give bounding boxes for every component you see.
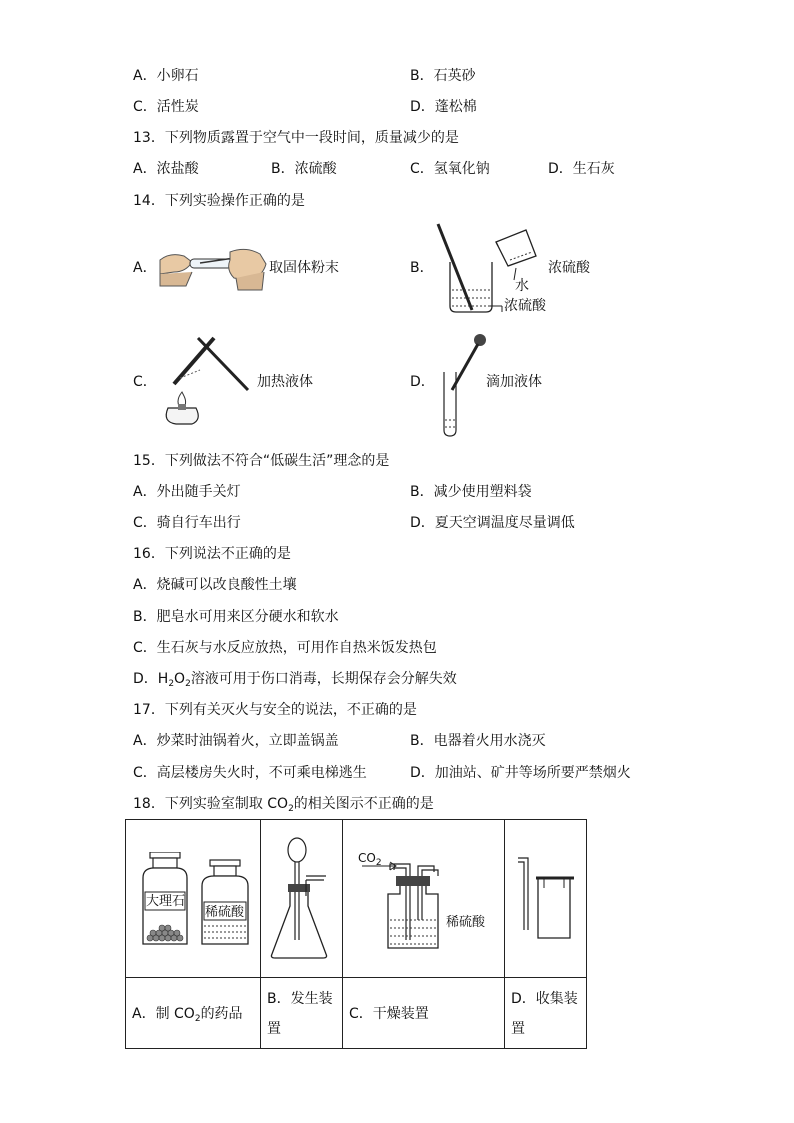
- dropping-liquid-figure: [436, 332, 492, 438]
- q13-option-c: C．氢氧化钠: [410, 161, 490, 177]
- q17-option-d: D．加油站、矿井等场所要严禁烟火: [410, 765, 631, 781]
- q12-option-c: C．活性炭: [133, 99, 199, 115]
- q13-option-d: D．生石灰: [548, 161, 615, 177]
- q14-stem: 14．下列实验操作正确的是: [133, 193, 305, 209]
- q17-option-a: A．炒菜时油锅着火，立即盖锅盖: [133, 733, 339, 749]
- collection-bottle-figure: [512, 852, 582, 944]
- q18-option-c: C．干燥装置: [349, 1006, 429, 1022]
- q12-option-d: D．蓬松棉: [410, 99, 477, 115]
- q15-option-b: B．减少使用塑料袋: [410, 484, 532, 500]
- q14-a-letter: A．: [133, 260, 157, 276]
- q16-option-a: A．烧碱可以改良酸性土壤: [133, 577, 297, 593]
- q14-c-letter: C．: [133, 374, 157, 390]
- q18-option-d-line2: 置: [511, 1021, 525, 1037]
- q18-stem: 18．下列实验室制取 $CO_2$的相关图示不正确的是: [133, 796, 434, 814]
- q16-option-b: B．肥皂水可用来区分硬水和软水: [133, 609, 339, 625]
- q14-b-label-water: 水: [515, 278, 529, 294]
- q17-option-c: C．高层楼房失火时，不可乘电梯逃生: [133, 765, 367, 781]
- heating-liquid-figure: [152, 330, 252, 426]
- hands-test-tube-figure: [156, 242, 268, 292]
- dry-acid-label: 稀硫酸: [446, 915, 486, 930]
- generator-flask-figure: [266, 830, 338, 966]
- q16-stem: 16．下列说法不正确的是: [133, 546, 291, 562]
- q18-table: [125, 819, 587, 1049]
- q12-option-b: B．石英砂: [410, 68, 476, 84]
- q16-option-c: C．生石灰与水反应放热，可用作自热米饭发热包: [133, 640, 437, 656]
- q14-d-caption: 滴加液体: [486, 374, 542, 390]
- q15-option-d: D．夏天空调温度尽量调低: [410, 515, 575, 531]
- q18-option-b-line2: 置: [267, 1021, 281, 1037]
- q15-option-a: A．外出随手关灯: [133, 484, 241, 500]
- dilute-acid-label: 稀硫酸: [205, 905, 245, 920]
- q17-stem: 17．下列有关灭火与安全的说法，不正确的是: [133, 702, 417, 718]
- q13-option-b: B．浓硫酸: [271, 161, 337, 177]
- q14-b-letter: B．: [410, 260, 434, 276]
- q14-a-caption: 取固体粉末: [269, 260, 339, 276]
- q14-b-label-bottom: 浓硫酸: [504, 298, 546, 314]
- q17-option-b: B．电器着火用水浇灭: [410, 733, 546, 749]
- q14-d-letter: D．: [410, 374, 435, 390]
- q13-option-a: A．浓盐酸: [133, 161, 199, 177]
- marble-label: 大理石: [146, 894, 186, 909]
- q18-option-b-line1: B．发生装: [267, 991, 333, 1007]
- q15-stem: 15．下列做法不符合“低碳生活”理念的是: [133, 453, 390, 469]
- q14-c-caption: 加热液体: [257, 374, 313, 390]
- q15-option-c: C．骑自行车出行: [133, 515, 241, 531]
- q16-option-d: D．$H_2O_2$溶液可用于伤口消毒，长期保存会分解失效: [133, 671, 457, 689]
- co2-inlet-label: $CO_2$: [358, 851, 382, 868]
- q13-stem: 13．下列物质露置于空气中一段时间，质量减少的是: [133, 130, 459, 146]
- q18-option-d-line1: D．收集装: [511, 991, 578, 1007]
- q18-option-a: A．制 $CO_2$的药品: [132, 1006, 243, 1024]
- q14-b-label-acid: 浓硫酸: [548, 260, 590, 276]
- q12-option-a: A．小卵石: [133, 68, 199, 84]
